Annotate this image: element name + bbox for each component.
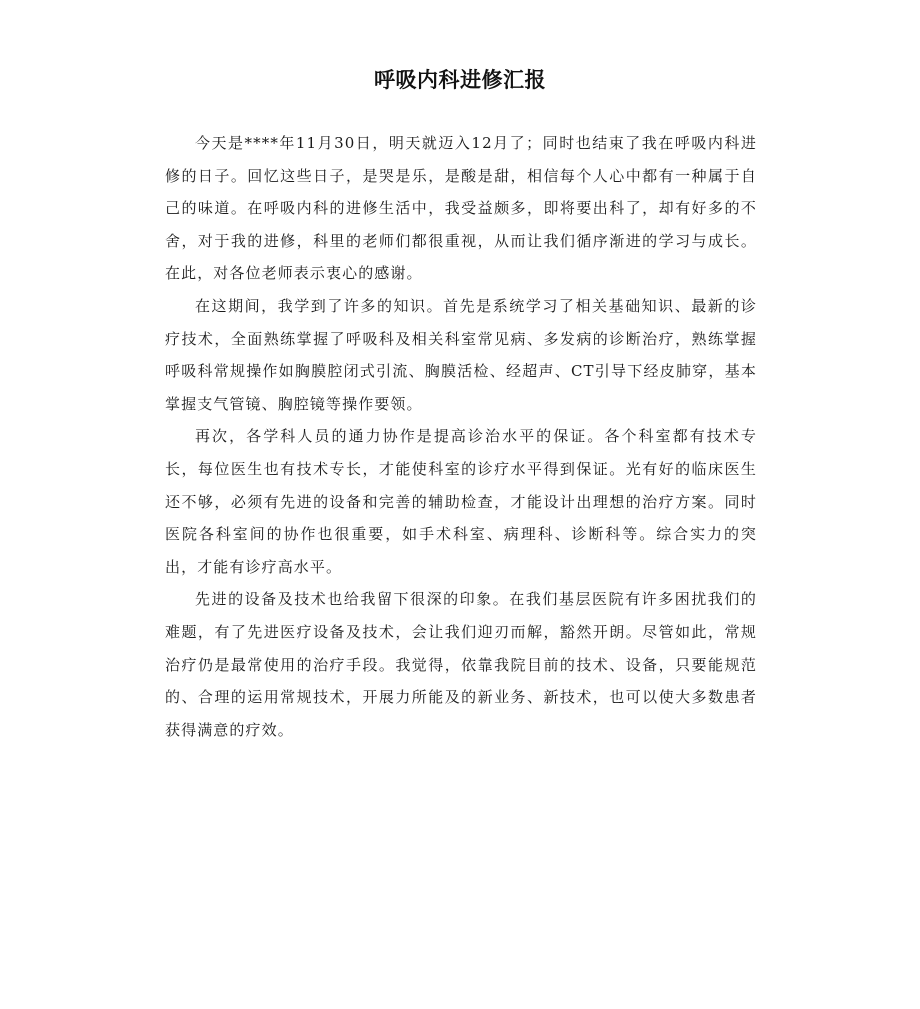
document-title: 呼吸内科进修汇报 [374, 68, 546, 92]
document-body [165, 127, 757, 746]
paragraph-4: 先进的设备及技术也给我留下很深的印象。在我们基层医院有许多困扰我们的难题，有了先进医疗设备及技术，会让我们迎刃而解，豁然开朗。尽管如此，常规治疗仍是最常使用的治疗手段。我觉得，依靠我院目前的技术、设备，只要能规范的、合理的运用常规技术，开展力所能及的新业务、新技术，也可以使大多数患者获得满意的疗效。 [165, 590, 757, 739]
paragraph-3: 再次，各学科人员的通力协作是提高诊治水平的保证。各个科室都有技术专长，每位医生也有技术专长，才能使科室的诊疗水平得到保证。光有好的临床医生还不够，必须有先进的设备和完善的辅助检查，才能设计出理想的治疗方案。同时医院各科室间的协作也很重要，如手术科室、病理科、诊断科等。综合实力的突出，才能有诊疗高水平。 [165, 427, 757, 576]
paragraph-2: 在这期间，我学到了许多的知识。首先是系统学习了相关基础知识、最新的诊疗技术，全面熟练掌握了呼吸科及相关科室常见病、多发病的诊断治疗，熟练掌握呼吸科常规操作如胸膜腔闭式引流、胸膜活检、经超声、CT引导下经皮肺穿，基本掌握支气管镜、胸腔镜等操作要领。 [165, 296, 757, 413]
paragraph-1: 今天是****年11月30日，明天就迈入12月了；同时也结束了我在呼吸内科进修的日子。回忆这些日子，是哭是乐，是酸是甜，相信每个人心中都有一种属于自己的味道。在呼吸内科的进修生活中，我受益颇多，即将要出科了，却有好多的不舍，对于我的进修，科里的老师们都很重视，从而让我们循序渐进的学习与成长。在此，对各位老师表示衷心的感谢。 [165, 134, 757, 283]
